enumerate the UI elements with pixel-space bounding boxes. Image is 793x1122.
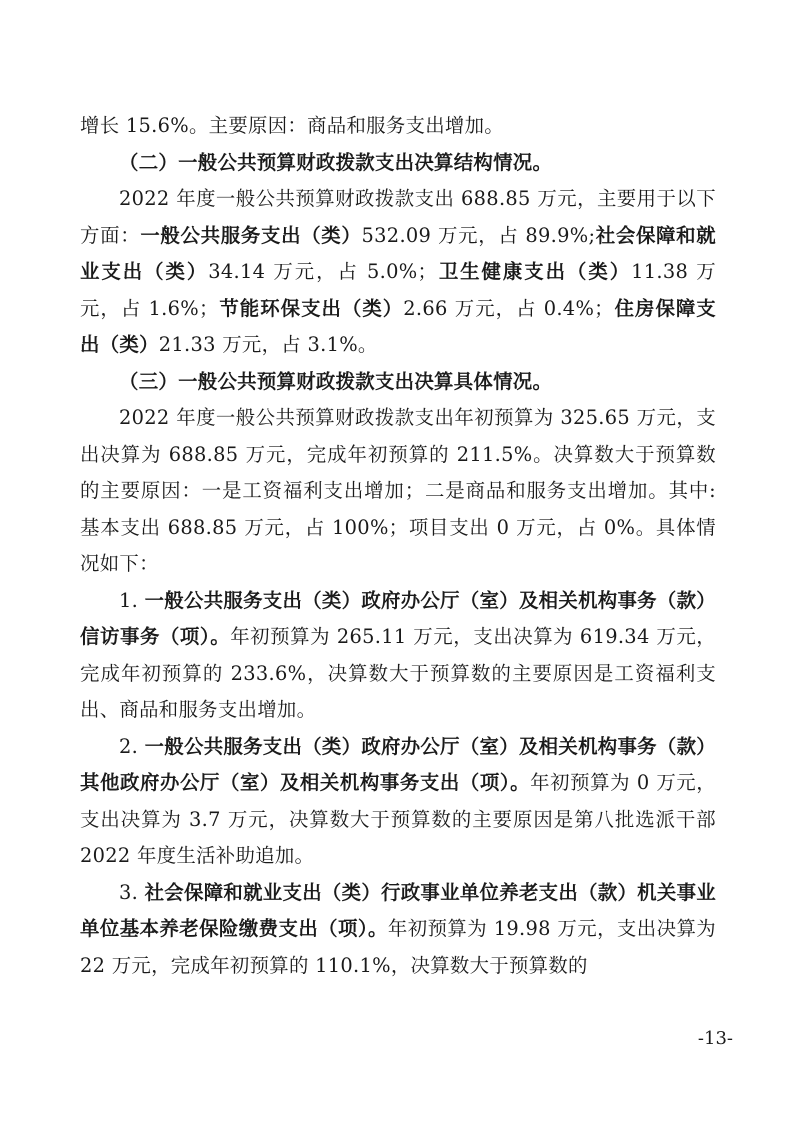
- category-health: 卫生健康支出（类）: [437, 260, 632, 283]
- amount-general-services: 532.09 万元，占 89.9%;: [361, 223, 596, 247]
- page-number: -13-: [697, 1028, 733, 1049]
- amount-social-security: 34.14 万元，占 5.0%；: [208, 260, 438, 283]
- item-text: 年初预算为 265.11 万元，支出决算为 619.34 万元，完成年初预算的 233.6%，决算数大于预算数的主要原因是工资福利支出、商品和服务支出增加。: [80, 625, 716, 721]
- amount-environment: 2.66 万元，占 0.4%；: [403, 296, 614, 320]
- item-number: 3.: [119, 880, 145, 904]
- item-number: 1.: [119, 588, 145, 612]
- heading-details: （三）一般公共预算财政拨款支出决算具体情况。: [119, 369, 553, 393]
- item-title: 一般公共服务支出（类）政府办公厅（室）及相关机构事务（款）信访事务（项）。: [80, 588, 716, 648]
- structure-intro: 2022 年度一般公共预算财政拨款支出 688.85 万元，主要用于以下方面：: [80, 187, 716, 247]
- item-title: 一般公共服务支出（类）政府办公厅（室）及相关机构事务（款）其他政府办公厅（室）及相关机构事务支出（项）。: [80, 734, 716, 794]
- amount-housing: 21.33 万元，占 3.1%。: [158, 333, 378, 356]
- item-text: 年初预算为 19.98 万元，支出决算为 22 万元，完成年初预算的 110.1%，决算数大于预算数的: [80, 917, 716, 977]
- document-body: [80, 108, 716, 984]
- category-social-security: 社会保障和就业支出（类）: [80, 223, 716, 283]
- item-title: 社会保障和就业支出（类）行政事业单位养老支出（款）机关事业单位基本养老保险缴费支出（项）。: [80, 880, 716, 940]
- list-item-2: [80, 729, 716, 875]
- heading-structure: （二）一般公共预算财政拨款支出决算结构情况。: [119, 150, 553, 174]
- item-number: 2.: [119, 734, 145, 758]
- paragraph-details: 2022 年度一般公共预算财政拨款支出年初预算为 325.65 万元，支出决算为 688.85 万元，完成年初预算的 211.5%。决算数大于预算数的主要原因：一是工资福利支出增加；二是商品和服务支出增加。其中:基本支出 688.85 万元，占 100%；项目支出 0 万元，占 0%。具体情况如下：: [80, 406, 716, 575]
- paragraph-growth: 增长 15.6%。主要原因：商品和服务支出增加。: [80, 114, 504, 137]
- list-item-1: [80, 583, 716, 729]
- category-housing: 住房保障支出（类）: [80, 296, 716, 356]
- category-environment: 节能环保支出（类）: [218, 296, 404, 320]
- amount-health: 11.38 万元，占 1.6%；: [80, 260, 716, 320]
- paragraph-structure: [80, 181, 716, 364]
- item-text: 年初预算为 0 万元，支出决算为 3.7 万元，决算数大于预算数的主要原因是第八批选派干部 2022 年度生活补助追加。: [80, 771, 716, 867]
- list-item-3: [80, 875, 716, 985]
- category-general-services: 一般公共服务支出（类）: [140, 223, 362, 247]
